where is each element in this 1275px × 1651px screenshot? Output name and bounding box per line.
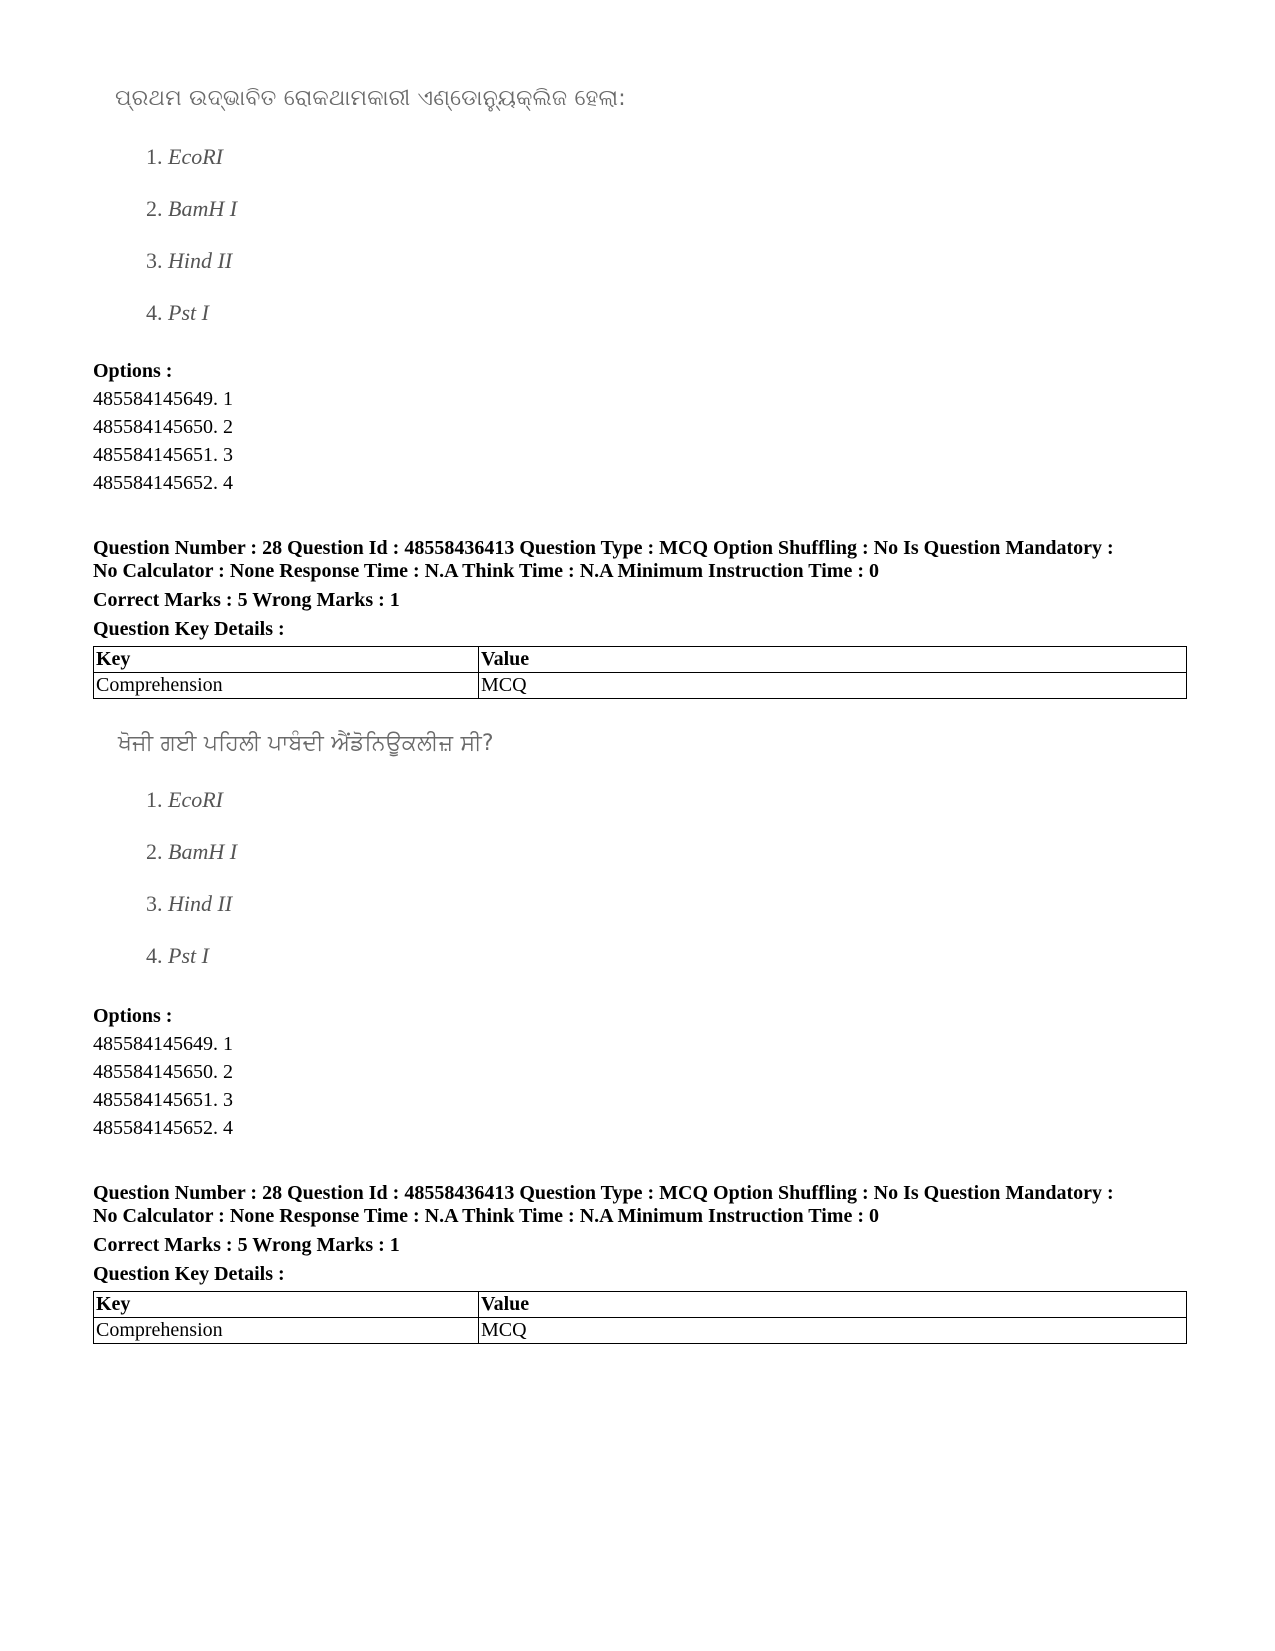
question-text: ਖੋਜੀ ਗਈ ਪਹਿਲੀ ਪਾਬੰਦੀ ਐਂਡੋਨਿਊਕਲੀਜ਼ ਸੀ? (118, 731, 494, 756)
choice-4 (146, 300, 209, 326)
question-meta-line-1: Question Number : 28 Question Id : 48558436413 Question Type : MCQ Option Shuffling : No Is Question Mandatory : (93, 1182, 1114, 1204)
header-key: Key (94, 647, 479, 673)
table-header-row (94, 647, 1187, 673)
choice-text: Hind II (168, 248, 233, 273)
option-2: 485584145650. 2 (93, 1061, 233, 1083)
choice-text: EcoRI (168, 144, 223, 169)
question-text: ପ୍ରଥମ ଉଦ୍ଭାବିତ ରୋକଥାମକାରୀ ଏଣ୍ଡୋନ୍ୟୁକ୍ଲିଜ ହେଲା: (115, 86, 626, 111)
question-meta-line-1: Question Number : 28 Question Id : 48558436413 Question Type : MCQ Option Shuffling : No Is Question Mandatory : (93, 537, 1114, 559)
table-header-row (94, 1292, 1187, 1318)
option-4: 485584145652. 4 (93, 1117, 233, 1139)
question-image-odia (0, 80, 1275, 340)
choice-number: 2. (146, 196, 168, 221)
header-key: Key (94, 1292, 479, 1318)
choice-text: Pst I (168, 300, 209, 325)
choice-1 (146, 144, 223, 170)
marks-line: Correct Marks : 5 Wrong Marks : 1 (93, 1234, 400, 1256)
cell-value: MCQ (479, 1318, 1187, 1344)
cell-key: Comprehension (94, 1318, 479, 1344)
cell-key: Comprehension (94, 673, 479, 699)
key-details-label: Question Key Details : (93, 1263, 285, 1285)
choice-2 (146, 839, 237, 865)
choice-number: 2. (146, 839, 168, 864)
choice-number: 3. (146, 891, 168, 916)
key-details-table (93, 646, 1187, 699)
cell-value: MCQ (479, 673, 1187, 699)
choice-number: 4. (146, 300, 168, 325)
header-value: Value (479, 1292, 1187, 1318)
choice-text: Pst I (168, 943, 209, 968)
choice-1 (146, 787, 223, 813)
question-image-punjabi (0, 725, 1275, 985)
choice-number: 1. (146, 144, 168, 169)
choice-text: BamH I (168, 839, 238, 864)
option-4: 485584145652. 4 (93, 472, 233, 494)
choice-text: Hind II (168, 891, 233, 916)
choice-text: EcoRI (168, 787, 223, 812)
option-3: 485584145651. 3 (93, 1089, 233, 1111)
option-1: 485584145649. 1 (93, 388, 233, 410)
choice-4 (146, 943, 209, 969)
table-row (94, 1318, 1187, 1344)
choice-3 (146, 248, 232, 274)
choice-3 (146, 891, 232, 917)
choice-number: 4. (146, 943, 168, 968)
table-row (94, 673, 1187, 699)
question-meta-line-2: No Calculator : None Response Time : N.A Think Time : N.A Minimum Instruction Time : 0 (93, 560, 879, 582)
option-1: 485584145649. 1 (93, 1033, 233, 1055)
choice-number: 1. (146, 787, 168, 812)
options-label: Options : (93, 360, 173, 382)
option-3: 485584145651. 3 (93, 444, 233, 466)
marks-line: Correct Marks : 5 Wrong Marks : 1 (93, 589, 400, 611)
option-2: 485584145650. 2 (93, 416, 233, 438)
choice-2 (146, 196, 237, 222)
header-value: Value (479, 647, 1187, 673)
key-details-table (93, 1291, 1187, 1344)
choice-text: BamH I (168, 196, 238, 221)
question-meta-line-2: No Calculator : None Response Time : N.A Think Time : N.A Minimum Instruction Time : 0 (93, 1205, 879, 1227)
options-label: Options : (93, 1005, 173, 1027)
key-details-label: Question Key Details : (93, 618, 285, 640)
choice-number: 3. (146, 248, 168, 273)
